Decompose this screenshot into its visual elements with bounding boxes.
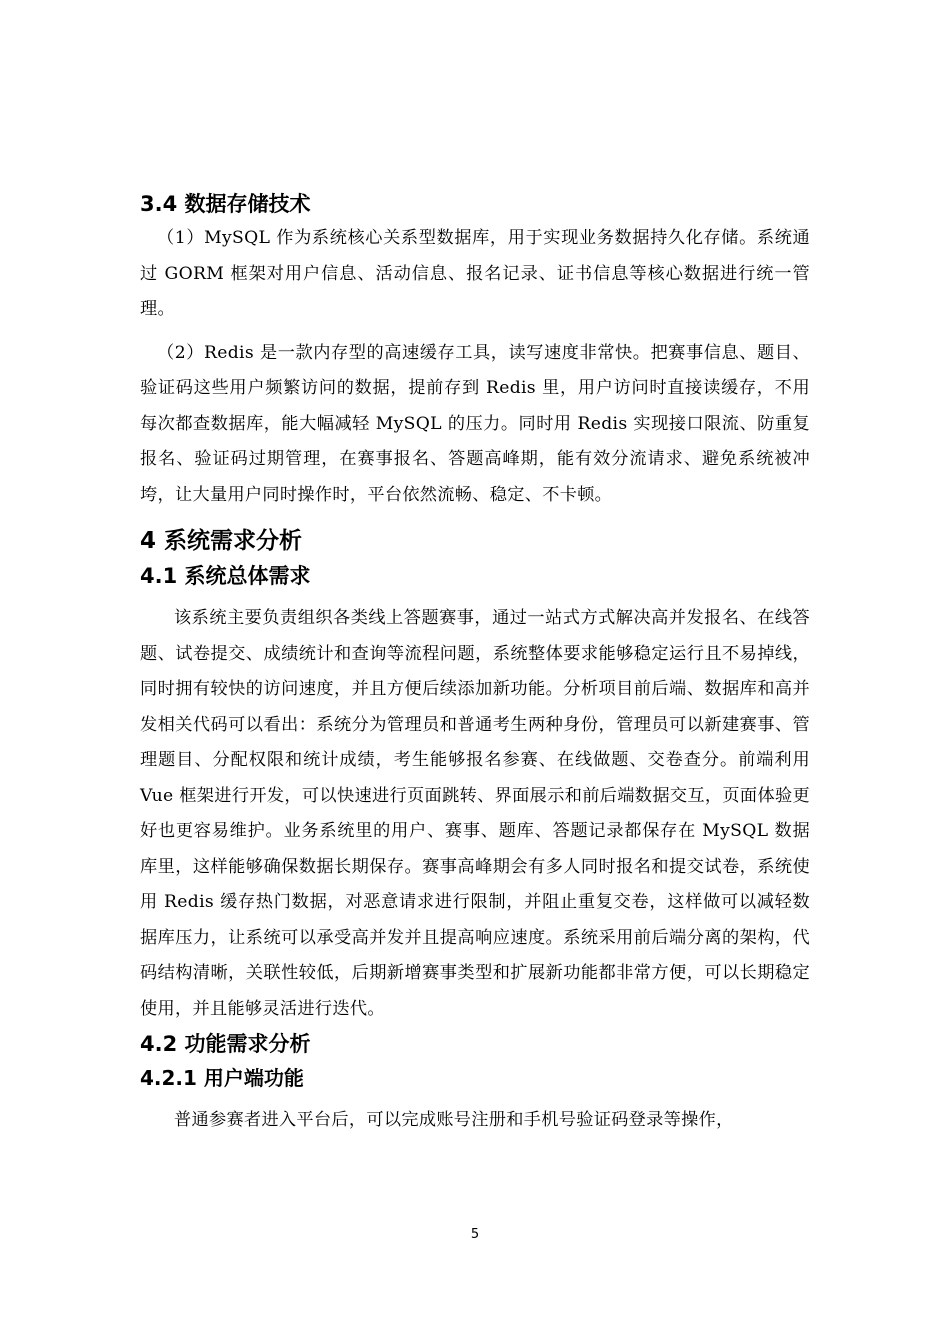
section-4-2-1-heading: 4.2.1 用户端功能 xyxy=(140,1066,304,1090)
paragraph-gap xyxy=(140,328,810,336)
paragraph-gap xyxy=(140,593,810,601)
page-content xyxy=(140,187,810,1139)
section-3-4-heading: 3.4 数据存储技术 xyxy=(140,192,311,216)
section-3-4-paragraph-2: （2）Redis 是一款内存型的高速缓存工具，读写速度非常快。把赛事信息、题目、验证码这些用户频繁访问的数据，提前存到 Redis 里，用户访问时直接读缓存，不用每次都查数据库，能大幅减轻 MySQL 的压力。同时用 Redis 实现接口限流、防重复报名、验证码过期管理，在赛事报名、答题高峰期，能有效分流请求、避免系统被冲垮，让大量用户同时操作时，平台依然流畅、稳定、不卡顿。 xyxy=(140,342,810,505)
section-3-4-paragraph-1: （1）MySQL 作为系统核心关系型数据库，用于实现业务数据持久化存储。系统通过 GORM 框架对用户信息、活动信息、报名记录、证书信息等核心数据进行统一管理。 xyxy=(140,228,810,319)
section-gap xyxy=(140,513,810,523)
section-4-1-heading: 4.1 系统总体需求 xyxy=(140,564,311,588)
page-number: 5 xyxy=(470,1227,480,1242)
section-4-1-paragraph-1: 该系统主要负责组织各类线上答题赛事，通过一站式方式解决高并发报名、在线答题、试卷提交、成绩统计和查询等流程问题，系统整体要求能够稳定运行且不易掉线，同时拥有较快的访问速度，并且方便后续添加新功能。分析项目前后端、数据库和高并发相关代码可以看出：系统分为管理员和普通考生两种身份，管理员可以新建赛事、管理题目、分配权限和统计成绩，考生能够报名参赛、在线做题、交卷查分。前端利用 Vue 框架进行开发，可以快速进行页面跳转、界面展示和前后端数据交互，页面体验更好也更容易维护。业务系统里的用户、赛事、题库、答题记录都保存在 MySQL 数据库里，这样能够确保数据长期保存。赛事高峰期会有多人同时报名和提交试卷，系统使用 Redis 缓存热门数据，对恶意请求进行限制，并阻止重复交卷，这样做可以减轻数据库压力，让系统可以承受高并发并且提高响应速度。系统采用前后端分离的架构，代码结构清晰，关联性较低，后期新增赛事类型和扩展新功能都非常方便，可以长期稳定使用，并且能够灵活进行迭代。 xyxy=(140,608,810,1019)
section-4-heading: 4 系统需求分析 xyxy=(140,528,303,554)
paragraph-gap xyxy=(140,1095,810,1103)
section-4-2-heading: 4.2 功能需求分析 xyxy=(140,1032,311,1056)
section-4-2-1-paragraph-1: 普通参赛者进入平台后，可以完成账号注册和手机号验证码登录等操作， xyxy=(174,1110,734,1130)
